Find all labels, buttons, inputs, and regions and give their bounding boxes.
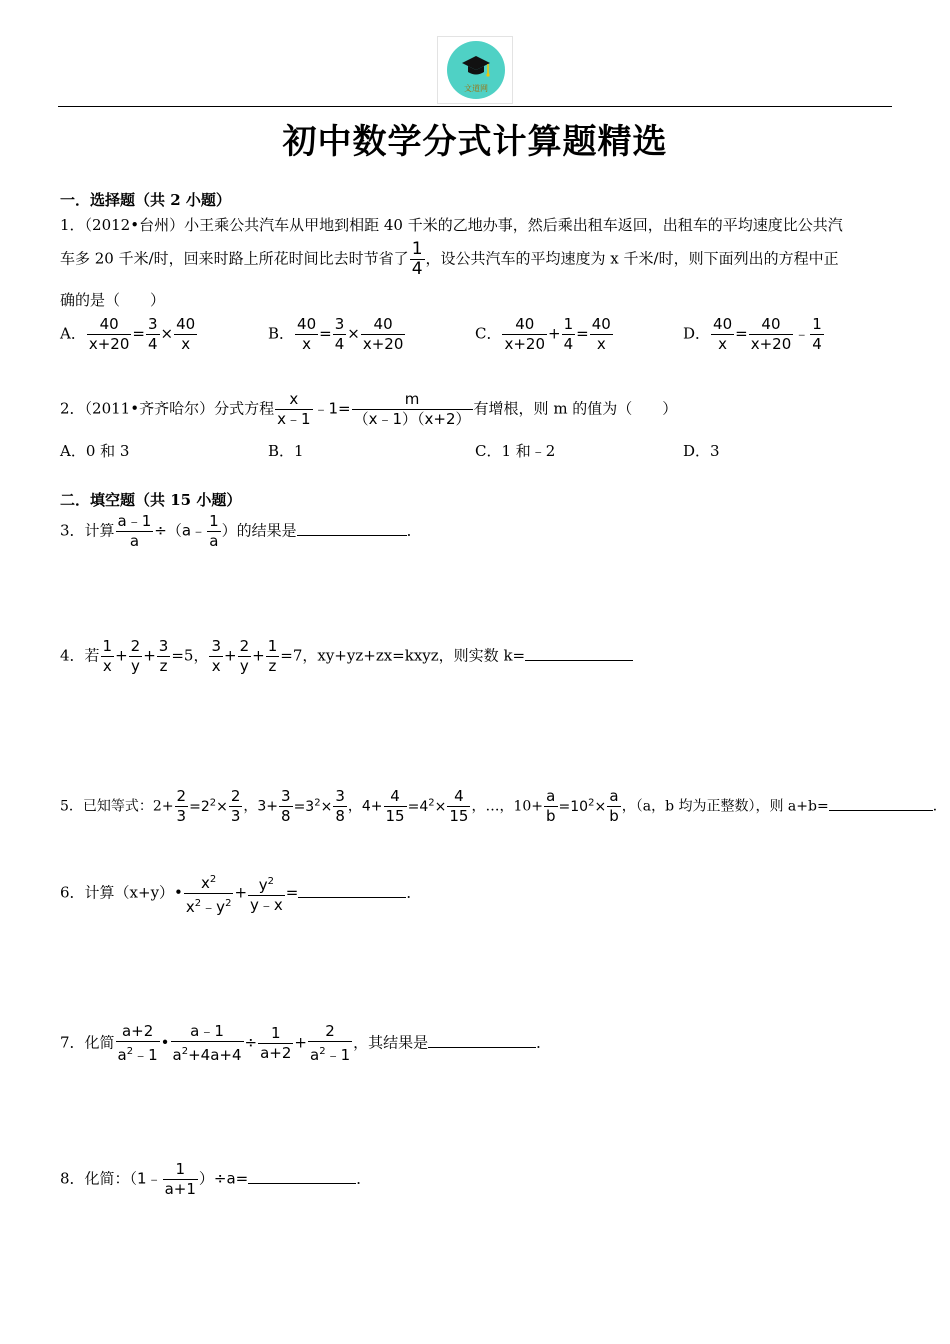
option-label: A．	[60, 324, 86, 343]
q1-option-a: A． $\frac{40}{x+20}$ = $\frac{3}{4}$ × $\frac{40}{x}$	[60, 315, 196, 353]
answer-blank[interactable]	[297, 521, 407, 536]
logo	[437, 36, 513, 104]
section-heading-fill: 二．填空题（共 15 小题）	[60, 491, 242, 509]
q1-option-d: D． $\frac{40}{x}$ = $\frac{40}{x+20}$ ﹣ $\frac{1}{4}$	[683, 315, 822, 353]
q2-suffix: 有增根，则 m 的值为（ ）	[473, 399, 678, 418]
q8: 8．化简：（1﹣ $\frac{1}{a+1}$ ）÷a= ．	[60, 1160, 372, 1198]
page-title: 初中数学分式计算题精选	[282, 122, 668, 162]
q1-option-b: B． $\frac{40}{x}$ = $\frac{3}{4}$ × $\frac{40}{x+20}$	[268, 315, 404, 353]
q1-line2-a: 车多 20 千米/时，回来时路上所花时间比去时节省了	[60, 249, 409, 268]
q6-prefix: 6．计算（x+y）•	[60, 883, 183, 902]
q3-prefix: 3．计算	[60, 521, 115, 540]
q1-line2	[60, 240, 839, 279]
q8-prefix: 8．化简：	[60, 1169, 130, 1188]
q3: 3．计算 $\frac{a﹣1}{a}$ ÷（a﹣ $\frac{1}{a}$ ）的结果是 ．	[60, 512, 422, 550]
logo-text: 文道网	[464, 84, 488, 93]
q2-option-b: B．1	[268, 442, 304, 460]
q4: 4．若 $\frac{1}{x}$ + $\frac{2}{y}$ + $\frac{3}{z}$ =5， $\frac{3}{x}$ + $\frac{2}{y}$ + $\frac{1}{z}$ =7，xy+yz+zx=kxyz，则实数 k=	[60, 637, 633, 676]
answer-blank[interactable]	[525, 646, 633, 661]
q6: 6．计算（x+y）• $\frac{x^2}{x^2﹣y^2}$ + $\frac{y^2}{y﹣x}$ = ．	[60, 874, 422, 916]
graduation-cap-icon	[461, 54, 491, 80]
answer-blank[interactable]	[829, 796, 933, 811]
answer-blank[interactable]	[298, 883, 406, 898]
header-rule	[58, 106, 892, 107]
q5-prefix: 5．已知等式：2+	[60, 798, 174, 815]
q1-line2-b: ，设公共汽车的平均速度为 x 千米/时，则下面列出的方程中正	[425, 249, 839, 268]
option-label: D．	[683, 324, 711, 343]
q1-option-c: C． $\frac{40}{x+20}$ + $\frac{1}{4}$ = $\frac{40}{x}$	[475, 315, 611, 353]
answer-blank[interactable]	[248, 1169, 356, 1184]
q7-prefix: 7．化简	[60, 1033, 115, 1052]
q2-stem: 2．（2011•齐齐哈尔）分式方程 $\frac{x}{x﹣1}$ ﹣1= $\frac{m}{(x﹣1)(x+2)}$ 有增根，则 m 的值为（ ）	[60, 390, 678, 428]
section-heading-choice: 一．选择题（共 2 小题）	[60, 191, 231, 209]
answer-blank[interactable]	[428, 1033, 536, 1048]
option-label: C．	[475, 324, 502, 343]
option-label: B．	[268, 324, 295, 343]
q5: 5．已知等式：2+ $\frac{2}{3}$ $=2^2\times$ $\frac{2}{3}$ ，3+ $\frac{3}{8}$ $=3^2\times$ $\frac{3}{8}$ ，4+ $\frac{4}{15}$ $=4^2\times$ $\frac{4}{15}$ ，…，10+ $\frac{a}{b}$ $=10^2\times$ $\frac{a}{b}$ ，（a，b 均为正整数），则 a+b= ．	[60, 787, 947, 825]
fraction: $\frac{1}{4}$	[411, 239, 423, 279]
logo-badge	[447, 41, 505, 99]
q1-line1: 1．（2012•台州）小王乘公共汽车从甲地到相距 40 千米的乙地办事，然后乘出租车返回，出租车的平均速度比公共汽	[60, 216, 843, 234]
q2-option-c: C．1 和﹣2	[475, 442, 556, 460]
q7: 7．化简 $\frac{a+2}{a^2﹣1}$ • $\frac{a﹣1}{a^2+4a+4}$ ÷ $\frac{1}{a+2}$ + $\frac{2}{a^2﹣1}$ ，其结果是 ．	[60, 1022, 552, 1064]
q4-prefix: 4．若	[60, 646, 100, 665]
q2-option-d: D．3	[683, 442, 720, 460]
q2-option-a: A．0 和 3	[60, 442, 130, 460]
q1-line3: 确的是（ ）	[60, 291, 166, 309]
q2-prefix: 2．（2011•齐齐哈尔）分式方程	[60, 399, 275, 418]
q3-suffix: 的结果是	[236, 521, 297, 540]
